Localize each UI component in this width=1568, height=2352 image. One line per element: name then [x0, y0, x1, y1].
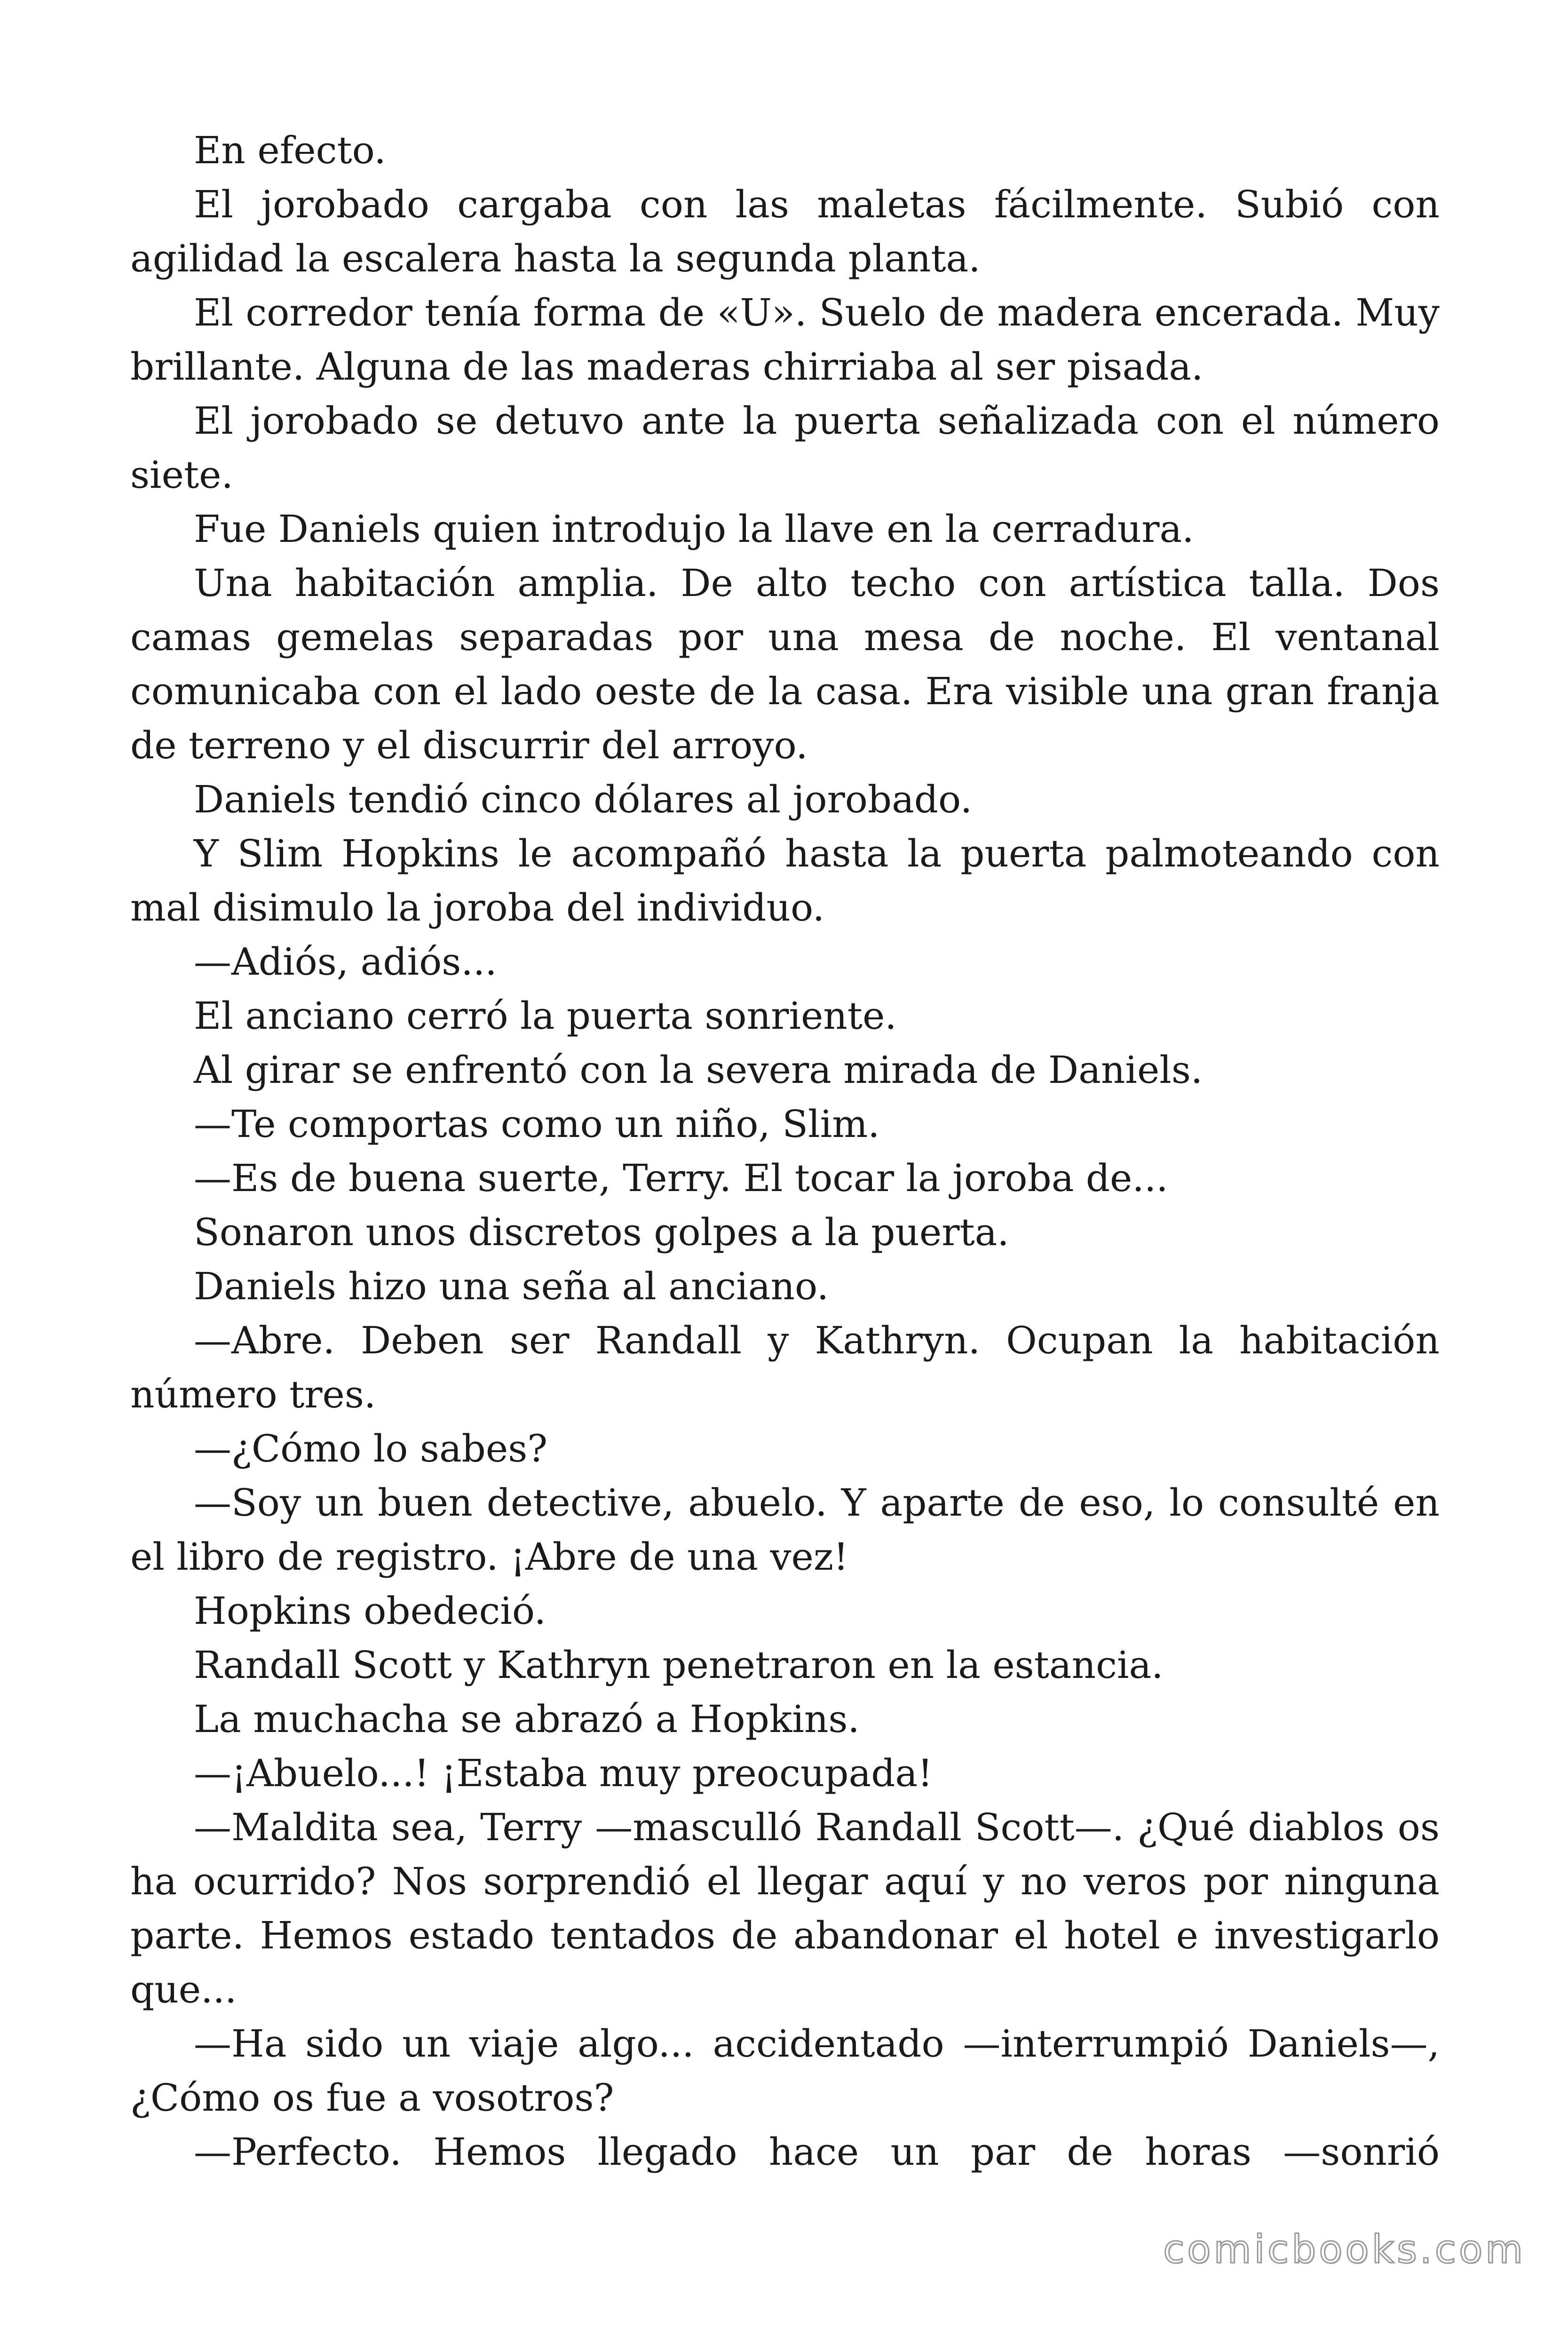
- paragraph: —¿Cómo lo sabes?: [194, 1427, 548, 1470]
- paragraph: Daniels tendió cinco dólares al jorobado.: [194, 778, 973, 821]
- paragraph: En efecto.: [194, 128, 386, 172]
- paragraph: El jorobado cargaba con las maletas fácilmente. Subió con agilidad la escalera hasta la segunda planta.: [130, 183, 1440, 280]
- paragraph: Daniels hizo una seña al anciano.: [194, 1264, 829, 1308]
- paragraph: Sonaron unos discretos golpes a la puerta.: [194, 1210, 1009, 1254]
- paragraph: La muchacha se abrazó a Hopkins.: [194, 1697, 860, 1741]
- paragraph: Fue Daniels quien introdujo la llave en la cerradura.: [194, 507, 1194, 551]
- paragraph: —Abre. Deben ser Randall y Kathryn. Ocupan la habitación número tres.: [130, 1319, 1440, 1416]
- paragraph: —Maldita sea, Terry —masculló Randall Scott—. ¿Qué diablos os ha ocurrido? Nos sorprendió el llegar aquí y no veros por ninguna parte. Hemos estado tentados de abandonar el hotel e investigarlo que...: [130, 1805, 1440, 2011]
- paragraph: El anciano cerró la puerta sonriente.: [194, 994, 897, 1038]
- paragraph: Y Slim Hopkins le acompañó hasta la puerta palmoteando con mal disimulo la joroba del individuo.: [130, 832, 1440, 930]
- paragraph: Al girar se enfrentó con la severa mirada de Daniels.: [194, 1048, 1203, 1092]
- watermark-text: comicbooks.com: [1163, 2227, 1526, 2272]
- paragraph: Una habitación amplia. De alto techo con artística talla. Dos camas gemelas separadas por una mesa de noche. El ventanal comunicaba con el lado oeste de la casa. Era visible una gran franja de terreno y el discurrir del arroyo.: [130, 561, 1440, 767]
- paragraph: El corredor tenía forma de «U». Suelo de madera encerada. Muy brillante. Alguna de las maderas chirriaba al ser pisada.: [130, 291, 1440, 389]
- paragraph: —Adiós, adiós...: [194, 940, 497, 984]
- paragraph: —Perfecto. Hemos llegado hace un par de horas —sonrió: [194, 2130, 1440, 2174]
- paragraph: Randall Scott y Kathryn penetraron en la estancia.: [194, 1643, 1164, 1687]
- page-text: [130, 123, 1440, 2179]
- paragraph: Hopkins obedeció.: [194, 1589, 546, 1633]
- paragraph: —Soy un buen detective, abuelo. Y aparte de eso, lo consulté en el libro de registro. ¡Abre de una vez!: [130, 1481, 1440, 1579]
- paragraph: El jorobado se detuvo ante la puerta señalizada con el número siete.: [130, 399, 1440, 497]
- paragraph: —¡Abuelo...! ¡Estaba muy preocupada!: [194, 1751, 933, 1795]
- paragraph: —Ha sido un viaje algo... accidentado —interrumpió Daniels—, ¿Cómo os fue a vosotros?: [130, 2022, 1440, 2120]
- paragraph: —Te comportas como un niño, Slim.: [194, 1102, 880, 1146]
- paragraph: —Es de buena suerte, Terry. El tocar la joroba de...: [194, 1156, 1168, 1200]
